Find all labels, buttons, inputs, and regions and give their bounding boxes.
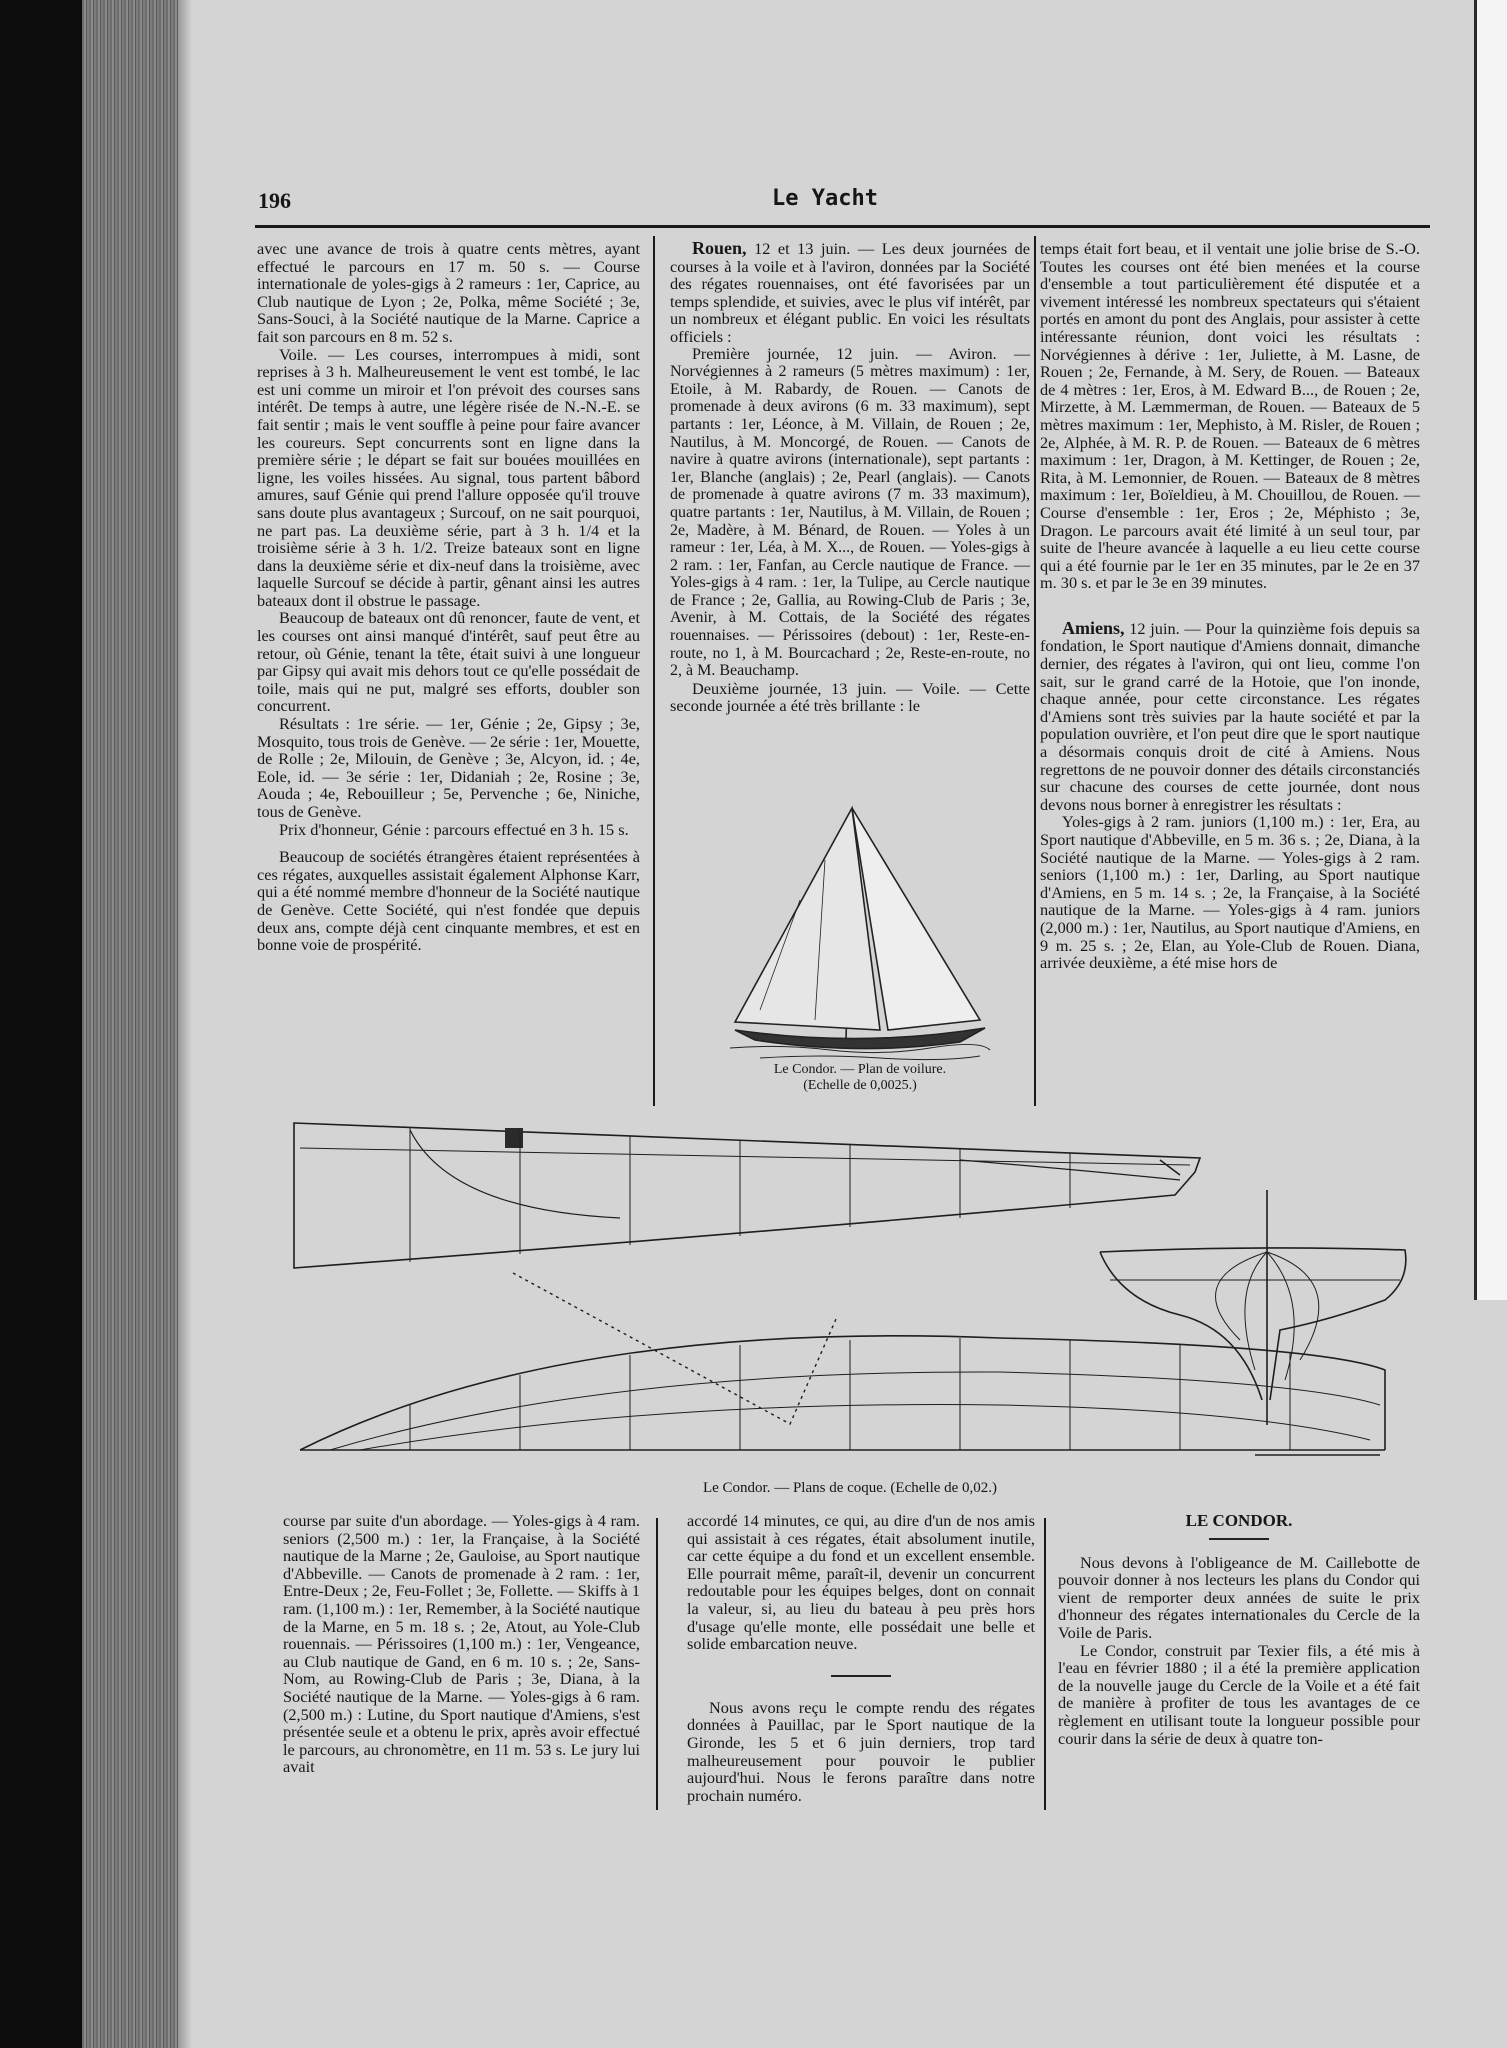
- page-edges: [82, 0, 178, 2048]
- sail-caption-line-2: (Echelle de 0,0025.): [803, 1078, 917, 1093]
- sail-caption-line-1: Le Condor. — Plan de voilure.: [773, 1062, 947, 1077]
- paragraph: Prix d'honneur, Génie : parcours effectué en 3 h. 15 s.: [279, 819, 629, 839]
- paragraph: temps était fort beau, et il ventait une jolie brise de S.-O. Toutes les courses ont été bien menées et la course d'ensemble a tout particulièrement été disputée et a vivement intéressé les nombreux spectateurs qui s'étaient portés en amont du pont des Anglais, pour assister à cette intéressante réunion, dont voici les résultats : Norvégiennes à dérive : 1er, Juliette, à M. Lasne, de Rouen ; 2e, Fernande, à M. Sery, de Rouen. — Bateaux de 4 mètres : 1er, Eros, à M. Edward B..., de Rouen ; 2e, Mirzette, à M. Læmmerman, de Rouen. — Bateaux de 5 mètres maximum : 1er, Mephisto, à M. Risler, de Rouen ; 2e, Alphée, à M. R. P. de Rouen. — Bateaux de 6 mètres maximum : 1er, Dragon, à M. Kettinger, de Rouen ; 2e, Rita, à M. Lemonnier, de Rouen. — Bateaux de 8 mètres maximum : 1er, Boïeldieu, à M. Chouillou, de Rouen. — Course d'ensemble : 1er, Eros ; 2e, Méphisto ; 3e, Dragon. Le parcours avait été limité à un seul tour, par suite de l'heure avancée à laquelle a eu lieu cette course qui a été fournie par le 1er en 35 minutes, par le 2e en 37 m. 30 s. et par le 3e en 39 minutes.: [1040, 239, 1420, 593]
- paragraph: Beaucoup de bateaux ont dû renoncer, faute de vent, et les courses ont ainsi manqué d'intérêt, sauf peut être au retour, où Génie, tenant la tête, était suivi à une longueur par Gipsy qui avait mis dehors tout ce qu'elle possédait de toile, mais qui ne put, malgré ses efforts, doubler son concurrent.: [257, 608, 640, 716]
- paragraph: course par suite d'un abordage. — Yoles-gigs à 4 ram. seniors (2,500 m.) : 1er, la Française, à la Société nautique de la Marne ; 2e, Gauloise, au Sport nautique d'Abbeville. — Canots de promenade à 2 ram. : 1er, Entre-Deux ; 2e, Feu-Follet ; 3e, Follette. — Skiffs à 1 ram. (1,100 m.) : 1er, Remember, à la Société nautique de la Marne, en 5 m. 18 s. ; 2e, Atout, au Yole-Club rouennais. — Périssoires (1,100 m.) : 1er, Vengeance, au Club nautique de Gand, en 6 m. 10 s. ; 2e, Sans-Nom, au Rowing-Club de Paris ; 3e, Diana, à la Société nautique de la Marne. — Yoles-gigs à 6 ram. (2,500 m.) : Lutine, du Sport nautique d'Amiens, s'est présentée seule et a obtenu le prix, après avoir effectué le parcours, au chronomètre, en 11 m. 53 s. Le jury lui avait: [283, 1511, 640, 1777]
- body-plan: [1100, 1190, 1406, 1455]
- sail-plan: [730, 808, 990, 1060]
- title-rule: [1209, 1538, 1269, 1540]
- half-breadth-plan: [300, 1336, 1385, 1450]
- paragraph: Beaucoup de sociétés étrangères étaient représentées à ces régates, auxquelles assistait également Alphonse Karr, qui a été nommé membre d'honneur de la Société nautique de Genève. Cette Société, qui n'est fondée que depuis deux ans, compte déjà cent cinquante membres, et est en bonne voie de prospérité.: [257, 847, 640, 955]
- bottom-column-2: [687, 1512, 1035, 1804]
- column-divider: [1044, 1518, 1046, 1810]
- paragraph: Deuxième journée, 13 juin. — Voile. — Cette seconde journée a été très brillante : le: [670, 678, 1030, 716]
- bottom-column-1: [283, 1512, 640, 1776]
- paragraph: 12 et 13 juin. — Les deux journées de courses à la voile et à l'aviron, données par la Société des régates rouennaises, ont été favorisées par un temps splendide, et suivies, avec le plus vif intérêt, par un nombreux et élégant public. En voici les résultats officiels :: [670, 239, 1031, 346]
- section-lead-rouen: Rouen,: [692, 238, 747, 258]
- article-title: LE CONDOR.: [1185, 1511, 1293, 1530]
- dotted-line: [513, 1273, 836, 1424]
- book-binding: [0, 0, 82, 2048]
- hull-lines-drawing: [294, 1123, 1406, 1455]
- section-lead-amiens: Amiens,: [1062, 617, 1125, 638]
- column-divider: [656, 1518, 658, 1810]
- page-number: 196: [258, 188, 291, 213]
- running-title: Le Yacht: [772, 186, 878, 211]
- column-2: [670, 240, 1030, 715]
- column-1: [257, 240, 640, 954]
- paragraph: Yoles-gigs à 2 ram. juniors (1,100 m.) : 1er, Era, au Sport nautique d'Abbeville, en 5 m. 36 s. ; 2e, Diana, à la Société nautique de la Marne. — Yoles-gigs à 2 ram. seniors (1,100 m.) : 1er, Darling, au Sport nautique d'Amiens, en 5 m. 14 s. ; 2e, la Française, à la Société nautique de la Marne. — Yoles-gigs à 4 ram. juniors (2,000 m.) : 1er, Nautilus, au Sport nautique d'Amiens, en 9 m. 25 s. ; 2e, Elan, au Yole-Club de Rouen. Diana, arrivée deuxième, a été mise hors de: [1040, 812, 1420, 973]
- hull-profile: [294, 1123, 1200, 1268]
- column-3: [1040, 240, 1420, 972]
- mast-step: [505, 1128, 523, 1148]
- paragraph: Première journée, 12 juin. — Aviron. — Norvégiennes à 2 rameurs (5 mètres maximum) : 1er, Etoile, à M. Rabardy, de Rouen. — Canots de promenade à deux avirons (6 m. 33 maximum), sept partants : 1er, Léonce, à M. Villain, de Rouen ; 2e, Nautilus, à M. Moncorgé, de Rouen. — Canots de navire à quatre avirons (internationale), sept partants : 1er, Blanche (anglais) ; 2e, Pearl (anglais). — Canots de promenade à quatre avirons (7 m. 33 maximum), quatre partants : 1er, Nautilus, à M. Villain, de Rouen ; 2e, Madère, à M. Bénard, de Rouen. — Yoles à un rameur : 1er, Léa, à M. X..., de Rouen. — Yoles-gigs à 2 ram. : 1er, Fanfan, au Cercle nautique de France. — Yoles-gigs à 4 ram. : 1er, la Tulipe, au Cercle nautique de France ; 2e, Gallia, au Rowing-Club de Paris ; 3e, Avenir, à M. Cottais, de la Société des régates rouennaises. — Périssoires (debout) : 1er, Reste-en-route, no 1, à M. Bourcachard ; 2e, Reste-en-route, no 2, à M. Beauchamp.: [670, 345, 1030, 680]
- paragraph: Résultats : 1re série. — 1er, Génie ; 2e, Gipsy ; 3e, Mosquito, tous trois de Genève. — 2e série : 1er, Mouette, de Rolle ; 2e, Milouin, de Genève ; 3e, Alcyon, id. ; 4e, Eole, id. — 3e série : 1er, Didaniah ; 2e, Rosine ; 3e, Aouda ; 4e, Rebouilleur ; 5e, Pervenche ; 6e, Niniche, tous de Genève.: [257, 714, 640, 821]
- paragraph: Le Condor, construit par Texier fils, a été mis à l'eau en février 1880 ; il a été la première application de la nouvelle jauge du Cercle de la Voile et a été fait de manière à profiter de tous les avantages de ce règlement en utilisant toute la longueur possible pour courir dans la série de deux à quatre ton-: [1058, 1640, 1420, 1748]
- paragraph: Voile. — Les courses, interrompues à midi, sont reprises à 3 h. Malheureusement le vent est tombé, le lac est uni comme un miroir et l'on prévoit des courses sans intérêt. De temps à autre, une légère risée de N.-N.-E. se fait sentir ; mais le vent souffle à peine pour faire avancer les coureurs. Sept concurrents sont en ligne dans la première série ; le départ se fait sur bouées mouillées en ligne, les voiles hissées. Au signal, tous partent bâbord amures, sauf Génie qui prend l'allure opposée qu'il trouve sans doute plus avantageux ; Surcouf, on ne sait pourquoi, ne part pas. La deuxième série, part à 3 h. 1/4 et la troisième série à 3 h. 1/2. Treize bateaux sont en ligne dans la deuxième série et dix-neuf dans la troisième, avec laquelle Surcouf se décide à partir, gênant ainsi les autres bateaux dont il obstrue le passage.: [257, 344, 640, 610]
- sail-plan-caption: [700, 1062, 1020, 1094]
- paragraph: Nous devons à l'obligeance de M. Caillebotte de pouvoir donner à nos lecteurs les plans du Condor qui vient de remporter deux années de suite le prix d'honneur des régates internationales du Cercle de la Voile de Paris.: [1058, 1552, 1420, 1642]
- separator-rule: [831, 1675, 891, 1677]
- column-divider: [653, 236, 655, 1106]
- column-divider: [1034, 236, 1036, 1106]
- paragraph: Nous avons reçu le compte rendu des régates données à Pauillac, par le Sport nautique de la Gironde, les 5 et 6 juin derniers, trop tard malheureusement pour pouvoir le publier aujourd'hui. Nous le ferons paraître dans notre prochain numéro.: [687, 1697, 1035, 1805]
- next-page-edge: [1474, 0, 1507, 1300]
- paragraph: accordé 14 minutes, ce qui, au dire d'un de nos amis qui assistait à ces régates, était absolument inutile, car cette équipe a du fond et un excellent ensemble. Elle pourrait même, paraît-il, devenir un concurrent redoutable pour les équipes belges, dont on connait la valeur, si, au lieu du bateau à peu près hors d'usage qu'elle monte, elle possédait une belle et solide embarcation neuve.: [687, 1511, 1035, 1654]
- bottom-column-3: [1058, 1512, 1420, 1747]
- sail-plan-hull: [735, 1028, 985, 1049]
- jib: [852, 808, 980, 1030]
- header-rule: [255, 225, 1430, 228]
- hull-plan-caption: Le Condor. — Plans de coque. (Echelle de 0,02.): [702, 1480, 998, 1496]
- mast: [846, 808, 852, 1040]
- mainsail: [735, 808, 880, 1030]
- gutter-shadow: [178, 0, 192, 2048]
- paragraph: 12 juin. — Pour la quinzième fois depuis sa fondation, le Sport nautique d'Amiens donnait, dimanche dernier, des régates à l'aviron, qui ont lieu, comme l'on sait, sur le grand carré de la Hotoie, que l'on inonde, chaque année, pour cette circonstance. Les régates d'Amiens sont très suivies par la haute société et par la population ouvrière, et l'on peut dire que le sport nautique a désormais conquis droit de cité à Amiens. Nous regrettons de ne pouvoir donner des détails circonstanciés sur chacune des courses de cette journée, dont nous devons nous borner à enregistrer les résultats :: [1040, 618, 1420, 814]
- paragraph: avec une avance de trois à quatre cents mètres, ayant effectué le parcours en 17 m. 50 s. — Course internationale de yoles-gigs à 2 rameurs : 1er, Caprice, au Club nautique de Lyon ; 2e, Polka, même Société ; 3e, Sans-Souci, à la Société nautique de la Marne. Caprice a fait son parcours en 8 m. 52 s.: [257, 239, 640, 346]
